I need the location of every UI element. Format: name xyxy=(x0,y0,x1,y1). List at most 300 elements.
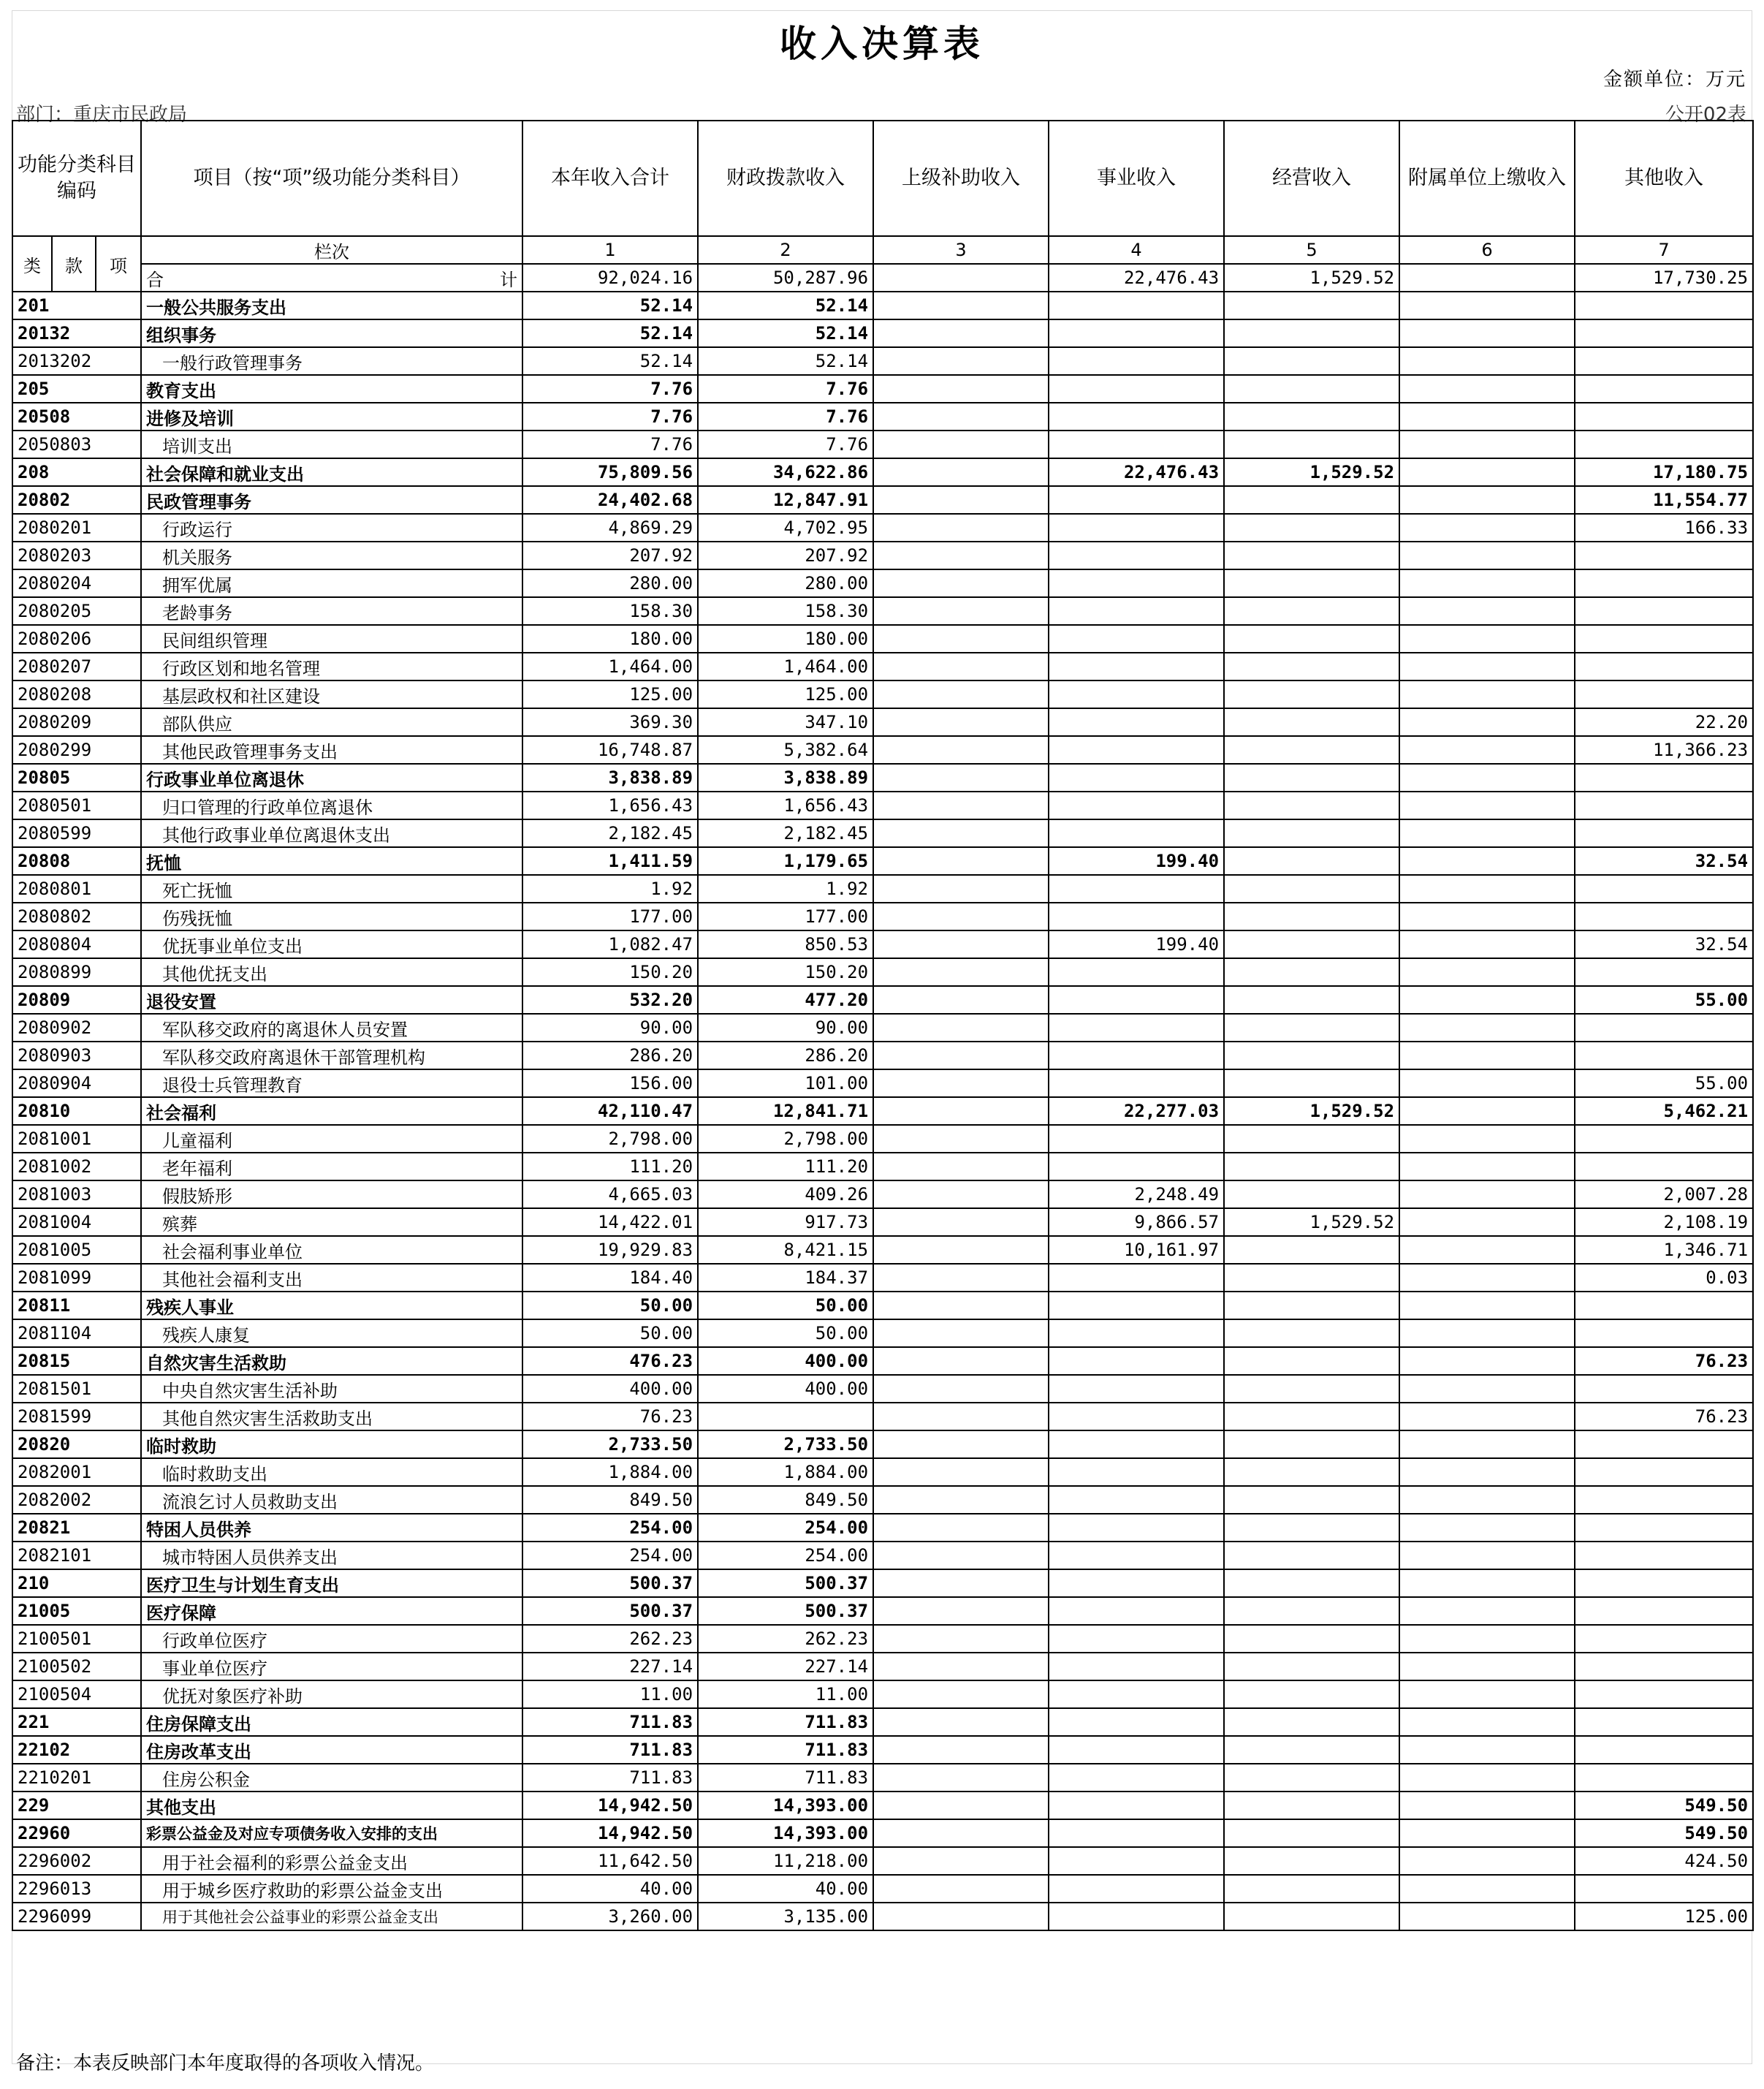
table-row xyxy=(12,1847,1753,1875)
table-row xyxy=(12,1430,1753,1458)
table-row xyxy=(12,1458,1753,1486)
table-row xyxy=(12,1625,1753,1653)
header-kuan: 款 xyxy=(52,236,96,292)
row-value-col-3 xyxy=(873,736,1049,764)
row-code: 2080501 xyxy=(12,792,141,819)
row-value-col-1: 1,464.00 xyxy=(522,653,698,680)
row-value-col-5 xyxy=(1224,1014,1399,1042)
row-value-col-3 xyxy=(873,292,1049,319)
row-value-col-5 xyxy=(1224,569,1399,597)
row-value-col-6 xyxy=(1399,1875,1575,1903)
row-value-col-7 xyxy=(1575,903,1753,930)
row-value-col-3 xyxy=(873,1069,1049,1097)
row-code: 2080801 xyxy=(12,875,141,903)
row-value-col-3 xyxy=(873,542,1049,569)
row-value-col-4 xyxy=(1049,1542,1224,1569)
row-value-col-7: 17,180.75 xyxy=(1575,458,1753,486)
row-value-col-2: 125.00 xyxy=(698,680,873,708)
row-item-name: 行政区划和地名管理 xyxy=(141,653,522,680)
row-code: 2080208 xyxy=(12,680,141,708)
row-value-col-2: 711.83 xyxy=(698,1736,873,1764)
row-value-col-7: 2,108.19 xyxy=(1575,1208,1753,1236)
row-value-col-5 xyxy=(1224,958,1399,986)
row-value-col-2: 150.20 xyxy=(698,958,873,986)
row-value-col-4 xyxy=(1049,680,1224,708)
row-value-col-5 xyxy=(1224,708,1399,736)
row-value-col-3 xyxy=(873,458,1049,486)
row-value-col-3 xyxy=(873,653,1049,680)
row-value-col-7 xyxy=(1575,1375,1753,1403)
row-value-col-2: 12,847.91 xyxy=(698,486,873,514)
row-item-name: 老龄事务 xyxy=(141,597,522,625)
row-value-col-1: 50.00 xyxy=(522,1319,698,1347)
row-value-col-3 xyxy=(873,1903,1049,1930)
table-row xyxy=(12,764,1753,792)
table-row xyxy=(12,569,1753,597)
table-row xyxy=(12,1875,1753,1903)
row-item-name: 培训支出 xyxy=(141,431,522,458)
row-value-col-6 xyxy=(1399,1236,1575,1264)
row-code: 2210201 xyxy=(12,1764,141,1792)
row-item-name: 用于社会福利的彩票公益金支出 xyxy=(141,1847,522,1875)
row-item-name: 行政事业单位离退休 xyxy=(141,764,522,792)
row-value-col-4 xyxy=(1049,653,1224,680)
row-value-col-1: 1,656.43 xyxy=(522,792,698,819)
row-value-col-6 xyxy=(1399,1847,1575,1875)
row-value-col-2: 7.76 xyxy=(698,403,873,431)
row-value-col-2: 184.37 xyxy=(698,1264,873,1292)
row-value-col-2 xyxy=(698,1403,873,1430)
row-value-col-7 xyxy=(1575,1597,1753,1625)
row-value-col-7 xyxy=(1575,792,1753,819)
table-row xyxy=(12,1180,1753,1208)
header-row xyxy=(12,121,1753,236)
row-value-col-4 xyxy=(1049,542,1224,569)
row-value-col-3 xyxy=(873,375,1049,403)
row-value-col-3 xyxy=(873,1792,1049,1819)
row-value-col-4: 9,866.57 xyxy=(1049,1208,1224,1236)
row-value-col-3 xyxy=(873,819,1049,847)
row-value-col-7 xyxy=(1575,375,1753,403)
row-value-col-6 xyxy=(1399,1153,1575,1180)
header-item: 项目（按“项”级功能分类科目） xyxy=(141,121,522,236)
row-value-col-1: 150.20 xyxy=(522,958,698,986)
row-value-col-5 xyxy=(1224,847,1399,875)
row-code: 2081005 xyxy=(12,1236,141,1264)
row-value-col-7: 5,462.21 xyxy=(1575,1097,1753,1125)
row-value-col-5 xyxy=(1224,1319,1399,1347)
row-value-col-2: 711.83 xyxy=(698,1708,873,1736)
row-value-col-1: 7.76 xyxy=(522,403,698,431)
row-value-col-3 xyxy=(873,1875,1049,1903)
row-value-col-4 xyxy=(1049,1653,1224,1680)
row-value-col-6 xyxy=(1399,736,1575,764)
row-value-col-2: 1,656.43 xyxy=(698,792,873,819)
total-value-3 xyxy=(873,264,1049,292)
row-value-col-7 xyxy=(1575,875,1753,903)
row-value-col-7 xyxy=(1575,319,1753,347)
row-value-col-1: 90.00 xyxy=(522,1014,698,1042)
table-row xyxy=(12,514,1753,542)
row-item-name: 社会福利 xyxy=(141,1097,522,1125)
table-row xyxy=(12,486,1753,514)
row-value-col-3 xyxy=(873,708,1049,736)
table-row xyxy=(12,319,1753,347)
row-value-col-1: 156.00 xyxy=(522,1069,698,1097)
row-value-col-4 xyxy=(1049,1069,1224,1097)
row-value-col-6 xyxy=(1399,847,1575,875)
row-code: 2080207 xyxy=(12,653,141,680)
row-item-name: 残疾人康复 xyxy=(141,1319,522,1347)
row-item-name: 进修及培训 xyxy=(141,403,522,431)
row-value-col-3 xyxy=(873,625,1049,653)
row-value-col-2: 14,393.00 xyxy=(698,1819,873,1847)
table-row xyxy=(12,1208,1753,1236)
row-value-col-4 xyxy=(1049,958,1224,986)
row-value-col-4 xyxy=(1049,1597,1224,1625)
row-value-col-4 xyxy=(1049,1903,1224,1930)
row-value-col-1: 125.00 xyxy=(522,680,698,708)
row-value-col-5 xyxy=(1224,1736,1399,1764)
row-item-name: 老年福利 xyxy=(141,1153,522,1180)
table-row xyxy=(12,1542,1753,1569)
table-row xyxy=(12,1014,1753,1042)
row-code: 2081099 xyxy=(12,1264,141,1292)
row-value-col-6 xyxy=(1399,347,1575,375)
row-value-col-4 xyxy=(1049,875,1224,903)
row-value-col-4 xyxy=(1049,1264,1224,1292)
row-value-col-7: 32.54 xyxy=(1575,930,1753,958)
table-row xyxy=(12,1708,1753,1736)
row-value-col-4 xyxy=(1049,1347,1224,1375)
row-value-col-6 xyxy=(1399,1514,1575,1542)
row-value-col-2: 177.00 xyxy=(698,903,873,930)
row-value-col-4: 22,476.43 xyxy=(1049,458,1224,486)
row-value-col-3 xyxy=(873,1486,1049,1514)
row-value-col-7: 76.23 xyxy=(1575,1403,1753,1430)
row-item-name: 退役安置 xyxy=(141,986,522,1014)
row-value-col-1: 500.37 xyxy=(522,1597,698,1625)
table-row xyxy=(12,986,1753,1014)
row-value-col-3 xyxy=(873,1819,1049,1847)
row-value-col-1: 207.92 xyxy=(522,542,698,569)
row-value-col-5: 1,529.52 xyxy=(1224,1208,1399,1236)
row-value-col-7 xyxy=(1575,1736,1753,1764)
row-value-col-1: 14,942.50 xyxy=(522,1819,698,1847)
row-value-col-2: 52.14 xyxy=(698,292,873,319)
row-item-name: 城市特困人员供养支出 xyxy=(141,1542,522,1569)
header-col-3: 上级补助收入 xyxy=(873,121,1049,236)
row-value-col-5 xyxy=(1224,1292,1399,1319)
row-code: 20809 xyxy=(12,986,141,1014)
row-code: 2081003 xyxy=(12,1180,141,1208)
row-value-col-1: 52.14 xyxy=(522,347,698,375)
row-value-col-7 xyxy=(1575,1875,1753,1903)
row-item-name: 退役士兵管理教育 xyxy=(141,1069,522,1097)
row-value-col-4 xyxy=(1049,1708,1224,1736)
row-value-col-7 xyxy=(1575,958,1753,986)
row-value-col-6 xyxy=(1399,986,1575,1014)
row-value-col-2: 400.00 xyxy=(698,1375,873,1403)
row-value-col-4 xyxy=(1049,1153,1224,1180)
row-item-name: 事业单位医疗 xyxy=(141,1653,522,1680)
table-row xyxy=(12,1069,1753,1097)
row-value-col-7 xyxy=(1575,597,1753,625)
row-code: 208 xyxy=(12,458,141,486)
row-value-col-7: 166.33 xyxy=(1575,514,1753,542)
row-value-col-2: 262.23 xyxy=(698,1625,873,1653)
row-value-col-1: 4,869.29 xyxy=(522,514,698,542)
row-value-col-3 xyxy=(873,1292,1049,1319)
amount-unit: 金额单位：万元 xyxy=(1603,69,1746,91)
row-value-col-4 xyxy=(1049,1042,1224,1069)
row-value-col-1: 14,942.50 xyxy=(522,1792,698,1819)
row-value-col-3 xyxy=(873,1403,1049,1430)
table-row xyxy=(12,292,1753,319)
row-value-col-3 xyxy=(873,597,1049,625)
table-row xyxy=(12,903,1753,930)
row-value-col-1: 711.83 xyxy=(522,1708,698,1736)
row-value-col-3 xyxy=(873,1014,1049,1042)
row-value-col-1: 227.14 xyxy=(522,1653,698,1680)
total-ji: 计 xyxy=(500,269,518,290)
row-value-col-2: 849.50 xyxy=(698,1486,873,1514)
row-value-col-3 xyxy=(873,903,1049,930)
row-value-col-4: 10,161.97 xyxy=(1049,1236,1224,1264)
row-value-col-2: 52.14 xyxy=(698,319,873,347)
table-row xyxy=(12,1792,1753,1819)
row-value-col-3 xyxy=(873,792,1049,819)
row-value-col-4 xyxy=(1049,347,1224,375)
row-value-col-5 xyxy=(1224,375,1399,403)
row-item-name: 其他优抚支出 xyxy=(141,958,522,986)
row-value-col-5 xyxy=(1224,597,1399,625)
row-value-col-3 xyxy=(873,1458,1049,1486)
table-row xyxy=(12,1597,1753,1625)
table-row xyxy=(12,1680,1753,1708)
row-value-col-1: 76.23 xyxy=(522,1403,698,1430)
row-value-col-3 xyxy=(873,958,1049,986)
row-value-col-6 xyxy=(1399,1736,1575,1764)
row-item-name: 民间组织管理 xyxy=(141,625,522,653)
row-value-col-6 xyxy=(1399,319,1575,347)
row-value-col-6 xyxy=(1399,486,1575,514)
row-value-col-7: 2,007.28 xyxy=(1575,1180,1753,1208)
row-code: 205 xyxy=(12,375,141,403)
row-value-col-4 xyxy=(1049,1486,1224,1514)
row-item-name: 一般公共服务支出 xyxy=(141,292,522,319)
table-row xyxy=(12,1736,1753,1764)
row-code: 20132 xyxy=(12,319,141,347)
row-value-col-5 xyxy=(1224,625,1399,653)
row-value-col-5 xyxy=(1224,1597,1399,1625)
row-value-col-5: 1,529.52 xyxy=(1224,1097,1399,1125)
header-col-1: 本年收入合计 xyxy=(522,121,698,236)
row-value-col-1: 2,733.50 xyxy=(522,1430,698,1458)
table-row xyxy=(12,1486,1753,1514)
row-value-col-6 xyxy=(1399,792,1575,819)
row-value-col-2: 7.76 xyxy=(698,375,873,403)
row-value-col-5 xyxy=(1224,292,1399,319)
row-value-col-6 xyxy=(1399,1542,1575,1569)
row-value-col-3 xyxy=(873,1375,1049,1403)
row-item-name: 其他民政管理事务支出 xyxy=(141,736,522,764)
row-item-name: 其他行政事业单位离退休支出 xyxy=(141,819,522,847)
row-value-col-2: 52.14 xyxy=(698,347,873,375)
total-label xyxy=(141,264,522,292)
row-item-name: 住房公积金 xyxy=(141,1764,522,1792)
row-value-col-4 xyxy=(1049,1625,1224,1653)
row-value-col-3 xyxy=(873,1347,1049,1375)
page-title: 收入决算表 xyxy=(780,23,984,65)
row-value-col-7 xyxy=(1575,431,1753,458)
footnote: 备注：本表反映部门本年度取得的各项收入情况。 xyxy=(16,2052,435,2074)
table-number: 公开02表 xyxy=(1665,104,1746,126)
row-code: 2080804 xyxy=(12,930,141,958)
table-row xyxy=(12,958,1753,986)
row-value-col-2: 4,702.95 xyxy=(698,514,873,542)
row-value-col-6 xyxy=(1399,597,1575,625)
row-value-col-2: 227.14 xyxy=(698,1653,873,1680)
row-value-col-2: 8,421.15 xyxy=(698,1236,873,1264)
row-value-col-4 xyxy=(1049,486,1224,514)
row-item-name: 民政管理事务 xyxy=(141,486,522,514)
header-col-7: 其他收入 xyxy=(1575,121,1753,236)
row-value-col-4 xyxy=(1049,986,1224,1014)
row-value-col-2: 101.00 xyxy=(698,1069,873,1097)
row-item-name: 抚恤 xyxy=(141,847,522,875)
row-value-col-4 xyxy=(1049,375,1224,403)
row-code: 22960 xyxy=(12,1819,141,1847)
row-value-col-1: 7.76 xyxy=(522,431,698,458)
row-value-col-5 xyxy=(1224,1708,1399,1736)
row-value-col-4 xyxy=(1049,1014,1224,1042)
row-value-col-5 xyxy=(1224,1458,1399,1486)
table-row xyxy=(12,1125,1753,1153)
row-item-name: 死亡抚恤 xyxy=(141,875,522,903)
row-value-col-3 xyxy=(873,1625,1049,1653)
row-value-col-4 xyxy=(1049,403,1224,431)
row-code: 2080299 xyxy=(12,736,141,764)
row-value-col-7 xyxy=(1575,764,1753,792)
row-code: 20810 xyxy=(12,1097,141,1125)
row-value-col-5: 1,529.52 xyxy=(1224,458,1399,486)
column-number-row xyxy=(12,236,1753,264)
row-value-col-3 xyxy=(873,403,1049,431)
row-item-name: 住房保障支出 xyxy=(141,1708,522,1736)
table-row xyxy=(12,347,1753,375)
table-row xyxy=(12,1403,1753,1430)
table-row xyxy=(12,680,1753,708)
row-value-col-6 xyxy=(1399,1208,1575,1236)
row-value-col-3 xyxy=(873,1764,1049,1792)
header-lanci: 栏次 xyxy=(141,236,522,264)
row-value-col-2: 50.00 xyxy=(698,1319,873,1347)
row-value-col-2: 1,464.00 xyxy=(698,653,873,680)
row-value-col-5 xyxy=(1224,514,1399,542)
row-item-name: 殡葬 xyxy=(141,1208,522,1236)
row-value-col-3 xyxy=(873,847,1049,875)
row-value-col-6 xyxy=(1399,1486,1575,1514)
row-value-col-2: 1,179.65 xyxy=(698,847,873,875)
row-value-col-2: 500.37 xyxy=(698,1597,873,1625)
row-code: 20821 xyxy=(12,1514,141,1542)
department-row xyxy=(12,92,1752,126)
row-value-col-3 xyxy=(873,1514,1049,1542)
row-item-name: 机关服务 xyxy=(141,542,522,569)
row-value-col-1: 42,110.47 xyxy=(522,1097,698,1125)
row-code: 2296099 xyxy=(12,1903,141,1930)
row-item-name: 优抚事业单位支出 xyxy=(141,930,522,958)
row-value-col-6 xyxy=(1399,1069,1575,1097)
row-value-col-1: 19,929.83 xyxy=(522,1236,698,1264)
row-value-col-5 xyxy=(1224,1153,1399,1180)
row-value-col-5 xyxy=(1224,1653,1399,1680)
row-code: 2080899 xyxy=(12,958,141,986)
department-label: 部门：重庆市民政局 xyxy=(16,104,188,126)
row-value-col-6 xyxy=(1399,1375,1575,1403)
row-item-name: 特困人员供养 xyxy=(141,1514,522,1542)
row-value-col-6 xyxy=(1399,764,1575,792)
row-value-col-2: 1,884.00 xyxy=(698,1458,873,1486)
row-item-name: 组织事务 xyxy=(141,319,522,347)
row-value-col-6 xyxy=(1399,1097,1575,1125)
row-value-col-1: 177.00 xyxy=(522,903,698,930)
row-value-col-5 xyxy=(1224,1625,1399,1653)
row-value-col-2: 711.83 xyxy=(698,1764,873,1792)
row-value-col-6 xyxy=(1399,930,1575,958)
row-item-name: 医疗保障 xyxy=(141,1597,522,1625)
row-value-col-1: 40.00 xyxy=(522,1875,698,1903)
row-item-name: 军队移交政府的离退休人员安置 xyxy=(141,1014,522,1042)
row-value-col-5 xyxy=(1224,1069,1399,1097)
row-value-col-2: 90.00 xyxy=(698,1014,873,1042)
row-item-name: 医疗卫生与计划生育支出 xyxy=(141,1569,522,1597)
row-value-col-6 xyxy=(1399,1264,1575,1292)
row-value-col-1: 400.00 xyxy=(522,1375,698,1403)
row-value-col-5 xyxy=(1224,1847,1399,1875)
row-value-col-4: 2,248.49 xyxy=(1049,1180,1224,1208)
row-value-col-5 xyxy=(1224,1792,1399,1819)
col-num-4: 4 xyxy=(1049,236,1224,264)
row-code: 2081004 xyxy=(12,1208,141,1236)
row-value-col-5 xyxy=(1224,680,1399,708)
row-value-col-2: 12,841.71 xyxy=(698,1097,873,1125)
row-value-col-6 xyxy=(1399,1430,1575,1458)
row-value-col-1: 14,422.01 xyxy=(522,1208,698,1236)
row-value-col-7: 32.54 xyxy=(1575,847,1753,875)
row-value-col-4 xyxy=(1049,736,1224,764)
row-code: 2082002 xyxy=(12,1486,141,1514)
row-value-col-1: 2,182.45 xyxy=(522,819,698,847)
row-code: 2080903 xyxy=(12,1042,141,1069)
row-value-col-6 xyxy=(1399,1292,1575,1319)
row-value-col-6 xyxy=(1399,625,1575,653)
row-value-col-7: 22.20 xyxy=(1575,708,1753,736)
row-code: 2081599 xyxy=(12,1403,141,1430)
row-value-col-1: 1,884.00 xyxy=(522,1458,698,1486)
row-value-col-5 xyxy=(1224,653,1399,680)
row-value-col-4 xyxy=(1049,1819,1224,1847)
row-value-col-2: 1.92 xyxy=(698,875,873,903)
row-value-col-1: 711.83 xyxy=(522,1764,698,1792)
table-row xyxy=(12,403,1753,431)
row-value-col-6 xyxy=(1399,1708,1575,1736)
row-value-col-3 xyxy=(873,930,1049,958)
row-value-col-4 xyxy=(1049,1875,1224,1903)
row-value-col-4 xyxy=(1049,319,1224,347)
row-value-col-7 xyxy=(1575,1292,1753,1319)
